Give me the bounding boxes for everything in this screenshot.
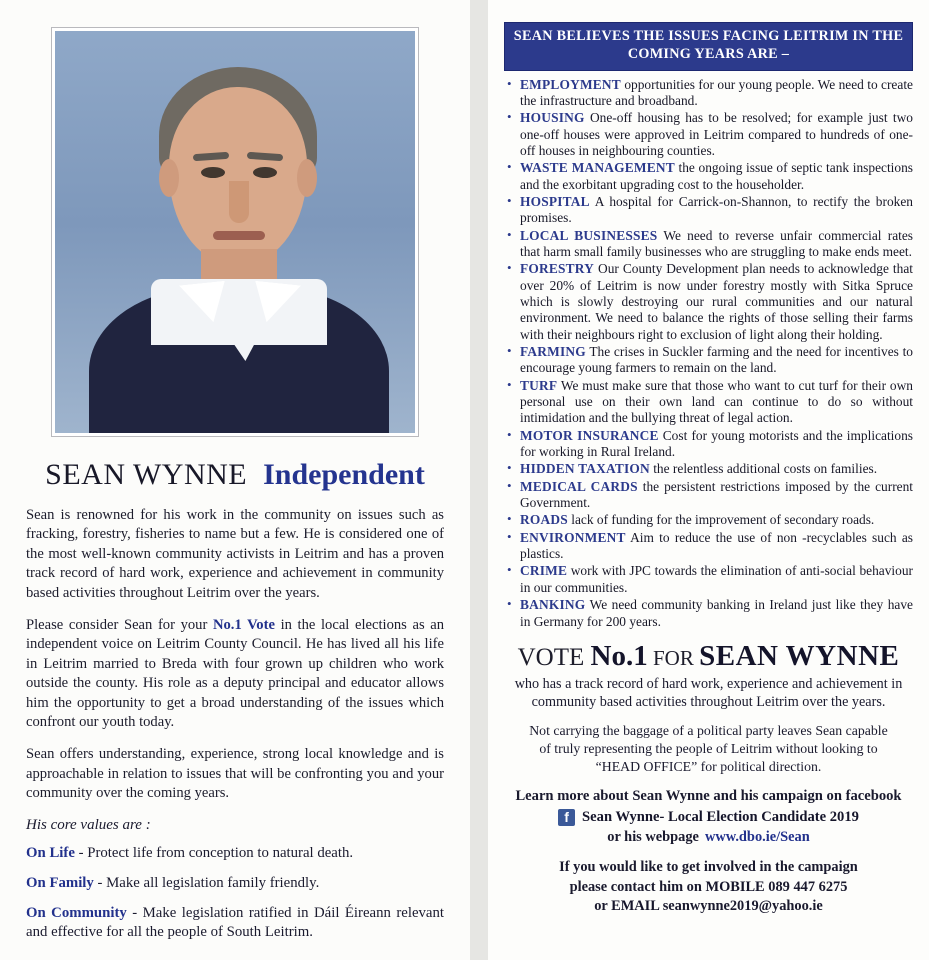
issue-tag: CRIME — [520, 563, 568, 579]
facebook-f-icon: f — [558, 809, 575, 826]
photo-eye-left — [201, 167, 225, 178]
photo-nose — [229, 181, 249, 223]
bio-paragraph-1: Sean is renowned for his work in the community on issues such as fracking, forestry, fisheries to name but a few. He is considered one of the most well-known community activists in Leitrim and has a proven track record of hard work, experience and achievement in community based activities throughout Leitrim over the years. — [26, 507, 444, 601]
contact-line-2 — [504, 878, 913, 897]
issue-text: work with JPC towards the elimination of anti-social behaviour in our communities. — [520, 563, 913, 595]
core-value-family — [26, 874, 444, 893]
facebook-page-name[interactable]: Sean Wynne- Local Election Candidate 2019 — [582, 809, 859, 826]
issue-item — [504, 597, 913, 630]
vote-candidate-name: SEAN WYNNE — [699, 639, 900, 672]
webpage-row[interactable] — [504, 829, 913, 846]
photo-ear-left — [159, 159, 179, 197]
issue-text: We need to reverse unfair commercial rates that harm small family businesses who are struggling to make ends meet. — [520, 227, 914, 259]
panel-gutter — [470, 0, 488, 960]
issue-tag: HIDDEN TAXATION — [520, 461, 650, 477]
email-address[interactable]: seanwynne2019@yahoo.ie — [659, 898, 823, 915]
facebook-row[interactable] — [504, 809, 913, 826]
issue-item — [504, 428, 913, 461]
contact-prefix: please contact him on — [569, 878, 706, 895]
photo-mouth — [213, 231, 265, 240]
core-value-life — [26, 844, 444, 863]
issue-text: opportunities for our young people. We need to create the infrastructure and broadband. — [520, 76, 913, 108]
issue-item — [504, 194, 913, 227]
contact-or: or — [594, 898, 612, 915]
issues-heading: SEAN BELIEVES THE ISSUES FACING LEITRIM IN THE COMING YEARS ARE – — [504, 22, 913, 71]
issue-text: Cost for young motorists and the implications for working in Rural Ireland. — [520, 427, 913, 460]
core-value-life-text: - Protect life from conception to natural death. — [74, 844, 354, 861]
issue-tag: EMPLOYMENT — [520, 76, 621, 92]
email-label: EMAIL — [611, 898, 660, 915]
bio-p2-post: in the local elections as an independent voice on Leitrim County Council. He has lived all his life in Leitrim married to Breda with four grown up children who work outside the county. His role as a deputy principal and educator allows him the opportunity to get a broad understanding of the issues which confront our youth today. — [26, 617, 445, 731]
candidate-affiliation: Independent — [263, 458, 425, 491]
candidate-photo — [52, 28, 418, 436]
issue-text: Our County Development plan needs to acknowledge that over 20% of Leitrim is now under forestry mostly with Sitka Spruce which is slowly destroying our rural communities and our natural environment. We need to balance the rights of those selling their farms with their neighbours right to exclusion of light along their holding. — [520, 261, 913, 342]
issue-text: Aim to reduce the use of non -recyclables such as plastics. — [520, 529, 913, 562]
issue-text: One-off housing has to be resolved; for example just two one-off houses were approved in Leitrim compared to hundreds of one-off houses in neighbouring counties. — [520, 110, 913, 158]
issue-text: the persistent restrictions imposed by the current Government. — [520, 478, 914, 511]
issue-item — [504, 261, 913, 343]
issue-item — [504, 228, 913, 261]
issue-tag: MOTOR INSURANCE — [520, 427, 659, 443]
issue-tag: WASTE MANAGEMENT — [520, 160, 675, 176]
webpage-label: or his webpage — [607, 829, 699, 846]
core-value-family-label: On Family — [26, 874, 94, 891]
issue-tag: FORESTRY — [520, 261, 595, 277]
vote-for-word: FOR — [647, 645, 700, 670]
issue-item — [504, 110, 913, 159]
vote-subtext: who has a track record of hard work, experience and achievement in community based activities throughout Leitrim over the years. — [514, 675, 903, 711]
issue-text: The crises in Suckler farming and the need for incentives to encourage young farmers to remain on the land. — [520, 344, 913, 376]
candidate-name: SEAN WYNNE — [45, 458, 248, 491]
issue-tag: MEDICAL CARDS — [520, 478, 638, 494]
issue-text: We must make sure that those who want to cut turf for their own personal use on their own land can continue to do so without intimidation and the bullying threat of legal action. — [520, 377, 913, 426]
core-values-heading: His core values are : — [26, 816, 151, 833]
issue-item — [504, 461, 913, 477]
photo-eye-right — [253, 167, 277, 178]
candidate-name-line — [26, 458, 444, 492]
contact-line-1: If you would like to get involved in the campaign — [559, 859, 858, 876]
right-leaflet-panel — [488, 0, 929, 960]
issue-text: lack of funding for the improvement of secondary roads. — [567, 512, 875, 528]
issue-item — [504, 479, 913, 512]
bio-copy — [26, 506, 444, 943]
bio-p2-pre: Please consider Sean for your — [26, 617, 213, 634]
vote-call-to-action — [504, 640, 913, 673]
vote-word: VOTE — [517, 643, 591, 671]
issue-text: the ongoing issue of septic tank inspections and the exorbitant upgrading cost to the householder. — [520, 160, 913, 192]
issue-item — [504, 77, 913, 110]
core-value-community — [26, 904, 444, 942]
mobile-number[interactable]: 089 447 6275 — [764, 878, 848, 895]
issue-tag: HOSPITAL — [520, 193, 590, 209]
issues-list — [504, 77, 913, 630]
contact-line-3 — [504, 897, 913, 916]
no1-vote-highlight: No.1 Vote — [212, 617, 275, 634]
issue-tag: HOUSING — [520, 110, 585, 126]
issue-text: A hospital for Carrick-on-Shannon, to rectify the broken promises. — [520, 193, 913, 226]
issue-tag: BANKING — [520, 597, 586, 613]
bio-paragraph-3: Sean offers understanding, experience, strong local knowledge and is approachable in relation to issues that will be confronting you and your community over the coming years. — [26, 746, 444, 802]
core-value-community-text: - Make legislation ratified in Dáil Éireann relevant and effective for all the people of South Leitrim. — [26, 905, 444, 941]
mobile-label: MOBILE — [705, 878, 765, 895]
photo-ear-right — [297, 159, 317, 197]
facebook-heading: Learn more about Sean Wynne and his campaign on facebook — [515, 788, 902, 805]
issue-text: We need community banking in Ireland just like they have in Germany for 200 years. — [520, 597, 913, 629]
issue-item — [504, 563, 913, 596]
core-value-life-label: On Life — [26, 844, 75, 861]
bio-paragraph-2 — [26, 616, 444, 732]
issue-item — [504, 378, 913, 427]
issue-item — [504, 512, 913, 528]
vote-subtext-secondary: Not carrying the baggage of a political party leaves Sean capable of truly representing the people of Leitrim without looking to “HEAD OFFICE” for political direction. — [529, 722, 888, 775]
issue-item — [504, 530, 913, 563]
issue-tag: FARMING — [520, 344, 586, 359]
issue-tag: ROADS — [520, 512, 568, 528]
core-value-community-label: On Community — [26, 905, 127, 922]
vote-number: No.1 — [590, 639, 648, 672]
issue-tag: TURF — [520, 377, 558, 393]
contact-block — [504, 858, 913, 916]
webpage-url[interactable]: www.dbo.ie/Sean — [704, 829, 810, 846]
issue-tag: LOCAL BUSINESSES — [520, 227, 658, 243]
issue-item — [504, 160, 913, 193]
issue-text: the relentless additional costs on families. — [649, 461, 878, 477]
issue-item — [504, 344, 913, 377]
core-value-family-text: - Make all legislation family friendly. — [93, 874, 320, 891]
issue-tag: ENVIRONMENT — [520, 529, 626, 545]
